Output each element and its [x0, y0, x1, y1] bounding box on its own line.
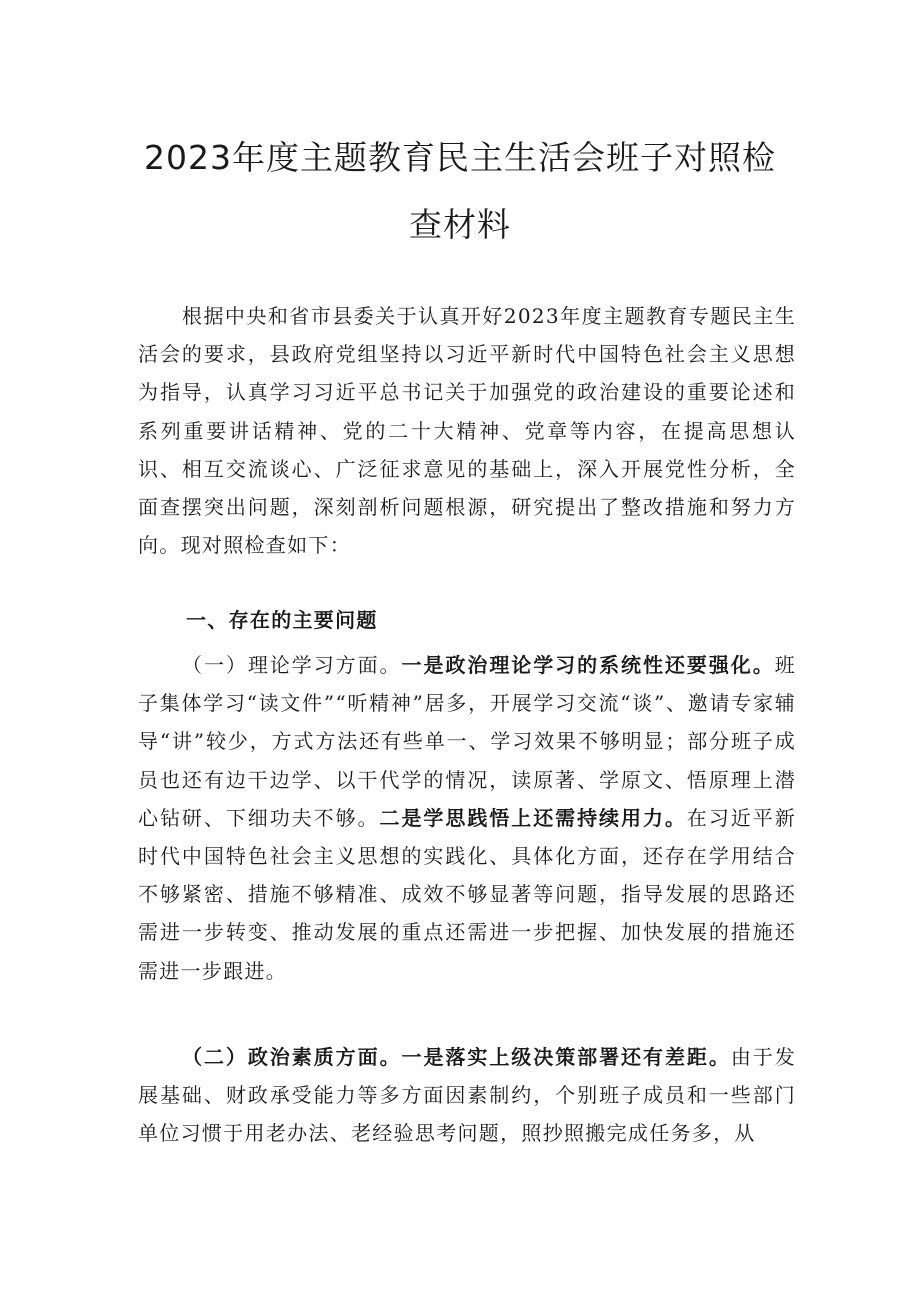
bold-point: 一是落实上级决策部署还有差距。 — [401, 1045, 731, 1069]
section-heading-problems: 一、存在的主要问题 — [186, 608, 378, 632]
paragraph-political-quality — [138, 1038, 796, 1153]
bold-point: 二是学思践悟上还需持续用力。 — [379, 805, 687, 830]
body-text: 由于发展基础、财政承受能力等多方面因素制约，个别班子成员和一些部门单位习惯于用老办法、老经验思考问题，照抄照搬完成任务多，从 — [138, 1045, 797, 1146]
body-text: 班子集体学习“读文件”“听精神”居多，开展学习交流“谈”、邀请专家辅导“讲”较少，方式方法还有些单一、学习效果不够明显；部分班子成员也还有边干边学、以干代学的情况，读原著、学原文、悟原理上潜心钻研、下细功夫不够。 — [138, 653, 796, 830]
subsection-label: （二）政治素质方面。 — [182, 1045, 402, 1069]
body-text: 在习近平新时代中国特色社会主义思想的实践化、具体化方面，还存在学用结合不够紧密、措施不够精准、成效不够显著等问题，指导发展的思路还需进一步转变、推动发展的重点还需进一步把握、加快发展的措施还需进一步跟进。 — [138, 805, 797, 983]
document-title-line-2: 查材料 — [409, 205, 511, 244]
subsection-label: （一）理论学习方面。 — [182, 653, 402, 677]
bold-point: 一是政治理论学习的系统性还要强化。 — [401, 653, 775, 677]
document-title-line-1: 2023年度主题教育民主生活会班子对照检 — [144, 138, 776, 177]
intro-paragraph: 根据中央和省市县委关于认真开好2023年度主题教育专题民主生活会的要求，县政府党组坚持以习近平新时代中国特色社会主义思想为指导，认真学习习近平总书记关于加强党的政治建设的重要论述和系列重要讲话精神、党的二十大精神、党章等内容，在提高思想认识、相互交流谈心、广泛征求意见的基础上，深入开展党性分析，全面查摆突出问题，深刻剖析问题根源，研究提出了整改措施和努力方向。现对照检查如下： — [138, 304, 796, 558]
paragraph-theory-study — [138, 646, 796, 990]
